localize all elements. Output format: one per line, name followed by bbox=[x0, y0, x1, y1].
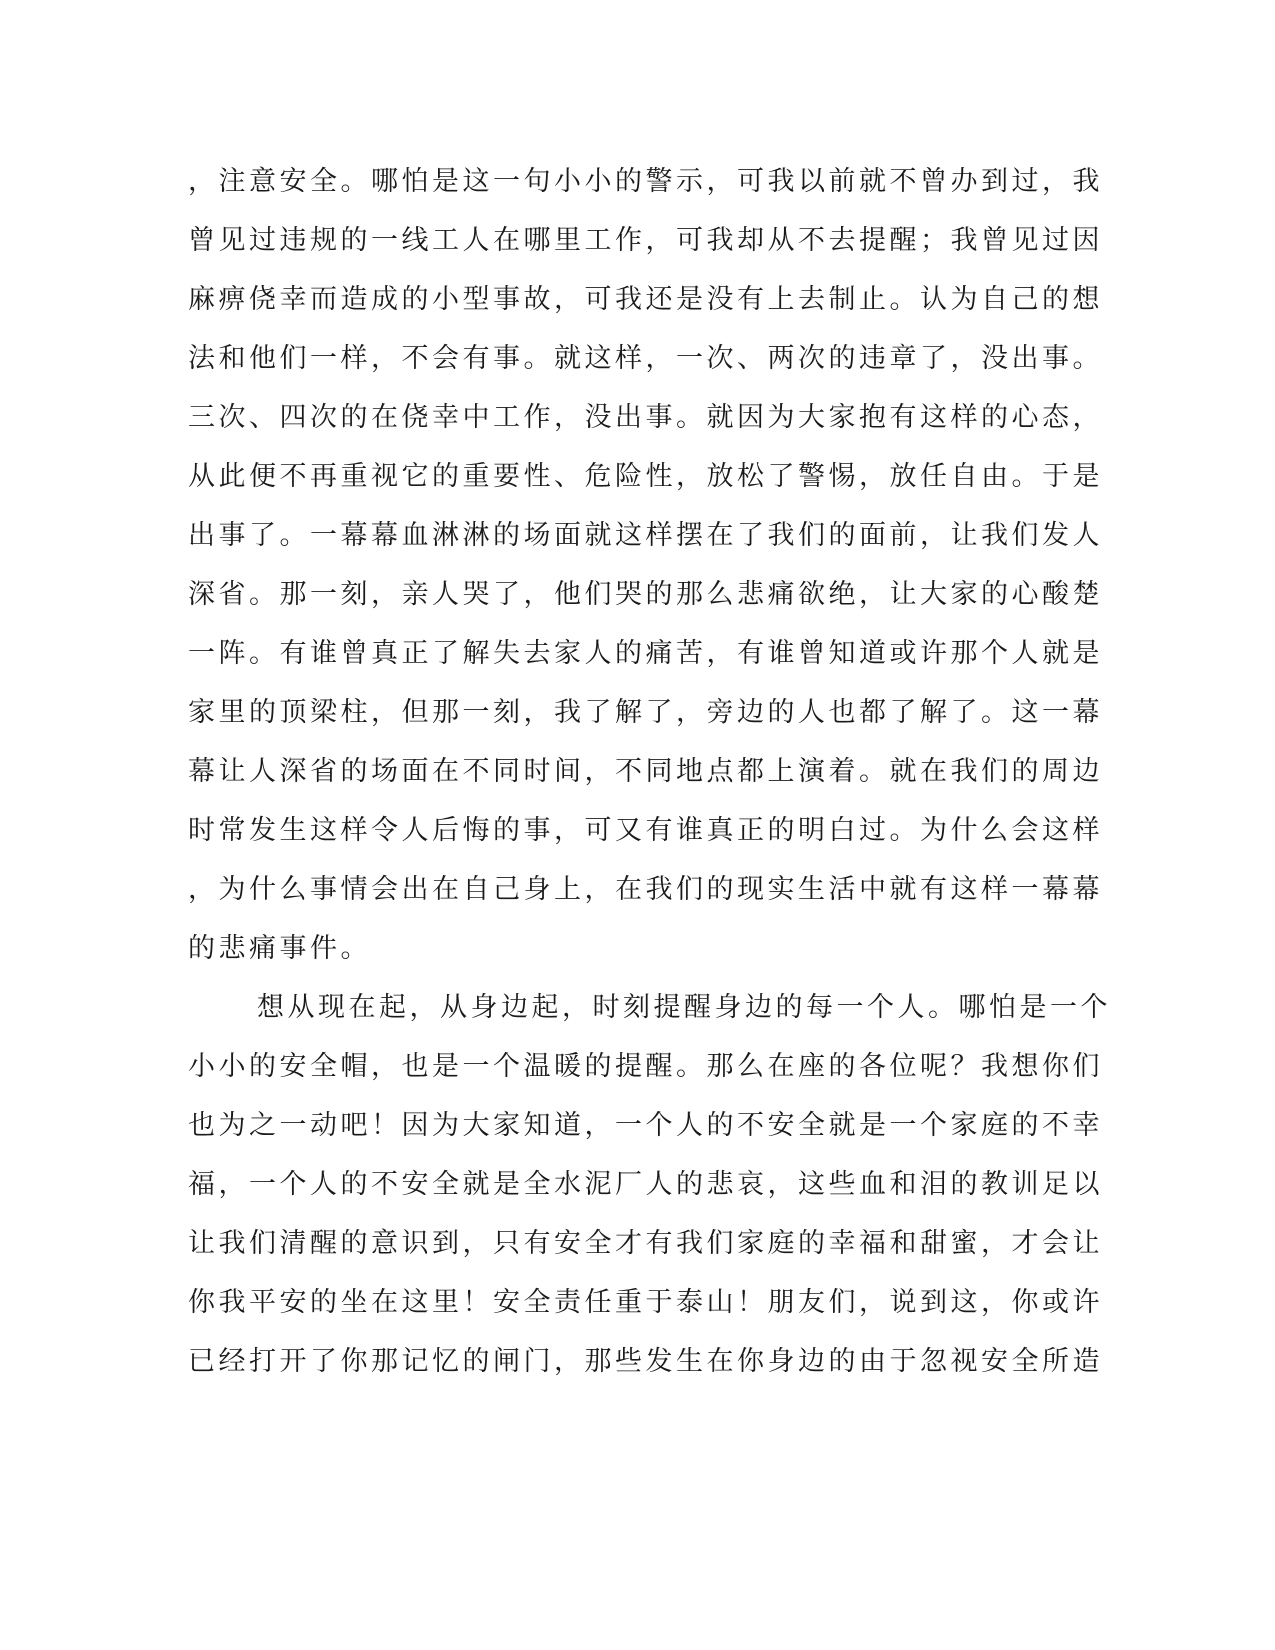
text-line: 一阵。有谁曾真正了解失去家人的痛苦，有谁曾知道或许那个人就是 bbox=[188, 638, 1103, 669]
text-line: 三次、四次的在侥幸中工作，没出事。就因为大家抱有这样的心态， bbox=[188, 402, 1103, 433]
text-line-indented: 想从现在起，从身边起，时刻提醒身边的每一个人。哪怕是一个 bbox=[257, 992, 1111, 1023]
text-line: 你我平安的坐在这里！安全责任重于泰山！朋友们，说到这，你或许 bbox=[188, 1287, 1103, 1318]
text-line: ，为什么事情会出在自己身上，在我们的现实生活中就有这样一幕幕 bbox=[188, 874, 1103, 905]
text-line: 福，一个人的不安全就是全水泥厂人的悲哀，这些血和泪的教训足以 bbox=[188, 1169, 1103, 1200]
text-line: ，注意安全。哪怕是这一句小小的警示，可我以前就不曾办到过，我 bbox=[188, 166, 1103, 197]
text-line: 从此便不再重视它的重要性、危险性，放松了警惕，放任自由。于是 bbox=[188, 461, 1103, 492]
text-line: 已经打开了你那记忆的闸门，那些发生在你身边的由于忽视安全所造 bbox=[188, 1346, 1103, 1377]
text-line: 小小的安全帽，也是一个温暖的提醒。那么在座的各位呢？我想你们 bbox=[188, 1051, 1103, 1082]
text-line: 曾见过违规的一线工人在哪里工作，可我却从不去提醒；我曾见过因 bbox=[188, 225, 1103, 256]
text-line: 麻痹侥幸而造成的小型事故，可我还是没有上去制止。认为自己的想 bbox=[188, 284, 1103, 315]
text-line: 出事了。一幕幕血淋淋的场面就这样摆在了我们的面前，让我们发人 bbox=[188, 520, 1103, 551]
text-line: 时常发生这样令人后悔的事，可又有谁真正的明白过。为什么会这样 bbox=[188, 815, 1103, 846]
text-line: 幕让人深省的场面在不同时间，不同地点都上演着。就在我们的周边 bbox=[188, 756, 1103, 787]
text-line: 家里的顶梁柱，但那一刻，我了解了，旁边的人也都了解了。这一幕 bbox=[188, 697, 1103, 728]
text-line: 法和他们一样，不会有事。就这样，一次、两次的违章了，没出事。 bbox=[188, 343, 1103, 374]
text-line: 让我们清醒的意识到，只有安全才有我们家庭的幸福和甜蜜，才会让 bbox=[188, 1228, 1103, 1259]
text-line: 深省。那一刻，亲人哭了，他们哭的那么悲痛欲绝，让大家的心酸楚 bbox=[188, 579, 1103, 610]
text-line: 也为之一动吧！因为大家知道，一个人的不安全就是一个家庭的不幸 bbox=[188, 1110, 1103, 1141]
text-line: 的悲痛事件。 bbox=[188, 933, 371, 964]
